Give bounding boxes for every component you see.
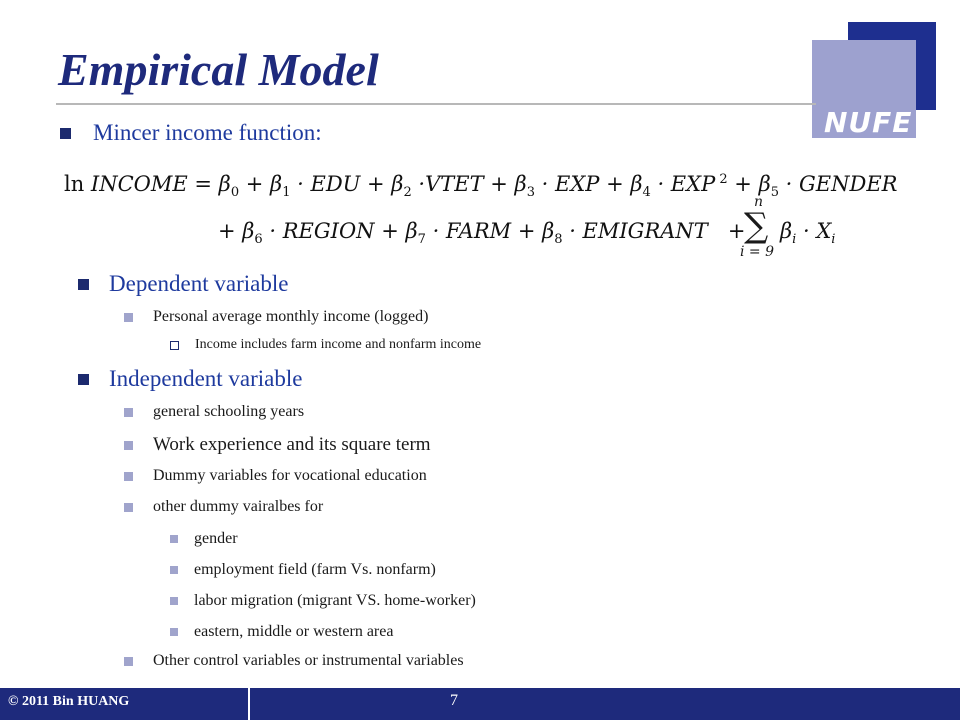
sum-lower: i = 9 xyxy=(740,244,775,260)
list-item xyxy=(170,592,476,610)
list-item xyxy=(124,403,304,421)
item-text: employment field (farm Vs. nonfarm) xyxy=(194,561,436,578)
square-bullet-icon xyxy=(124,657,133,666)
summation xyxy=(740,194,780,264)
sum-upper: n xyxy=(754,194,764,210)
square-bullet-icon xyxy=(124,503,133,512)
dependent-subitem: Income includes farm income and nonfarm income xyxy=(195,337,482,352)
slide-title: Empirical Model xyxy=(58,44,379,95)
item-text: labor migration (migrant VS. home-worker) xyxy=(194,592,476,609)
independent-heading: Independent variable xyxy=(109,366,303,391)
sigma-icon: ∑ xyxy=(744,206,769,246)
list-item xyxy=(170,530,238,548)
square-bullet-icon xyxy=(124,313,133,322)
square-bullet-icon xyxy=(124,441,133,450)
list-item xyxy=(124,498,323,516)
page-number: 7 xyxy=(450,692,458,709)
dependent-item: Personal average monthly income (logged) xyxy=(153,308,429,325)
square-bullet-icon xyxy=(60,128,71,139)
item-text: general schooling years xyxy=(153,403,305,420)
list-item xyxy=(124,467,427,485)
square-bullet-icon xyxy=(78,279,89,290)
bullet-mincer xyxy=(60,120,322,146)
bullet-independent xyxy=(78,366,303,392)
item-text: Other control variables or instrumental variables xyxy=(153,652,464,669)
list-item xyxy=(170,561,436,579)
square-bullet-icon xyxy=(124,408,133,417)
equation-line-1: ln INCOME = $\beta_0 + \beta_1$ · EDU + $\beta_2$ ·VTET + $\beta_3$ · EXP + $\beta_4$ · EXP $^2 + \beta_5$ · GENDER xyxy=(64,172,898,201)
dependent-heading: Dependent variable xyxy=(109,271,289,296)
square-bullet-icon xyxy=(78,374,89,385)
nufe-logo: NUFE xyxy=(824,106,913,139)
item-text: eastern, middle or western area xyxy=(194,623,394,640)
copyright: © 2011 Bin HUANG xyxy=(8,694,130,709)
square-bullet-icon xyxy=(124,472,133,481)
list-item xyxy=(124,434,431,456)
hollow-square-bullet-icon xyxy=(170,341,179,350)
square-bullet-icon xyxy=(170,597,178,605)
equation-sum-term: $\beta_i \cdot X_i$ xyxy=(780,219,836,248)
square-bullet-icon xyxy=(170,535,178,543)
item-text: Work experience and its square term xyxy=(153,434,431,455)
item-text: Dummy variables for vocational education xyxy=(153,467,427,484)
list-item xyxy=(170,623,393,641)
title-divider xyxy=(56,103,816,105)
item-text: gender xyxy=(194,530,238,547)
footer-bar-right xyxy=(250,688,960,720)
equation-line-2: + $\beta_6$ · REGION + $\beta_7$ · FARM + $\beta_8$ · EMIGRANT + xyxy=(218,219,746,248)
item-text: other dummy vairalbes for xyxy=(153,498,324,515)
square-bullet-icon xyxy=(170,566,178,574)
list-item xyxy=(124,652,464,670)
square-bullet-icon xyxy=(170,628,178,636)
bullet-dependent-item xyxy=(124,308,428,326)
mincer-label: Mincer income function: xyxy=(93,120,322,145)
bullet-dependent-subitem xyxy=(170,337,481,353)
bullet-dependent xyxy=(78,271,288,297)
